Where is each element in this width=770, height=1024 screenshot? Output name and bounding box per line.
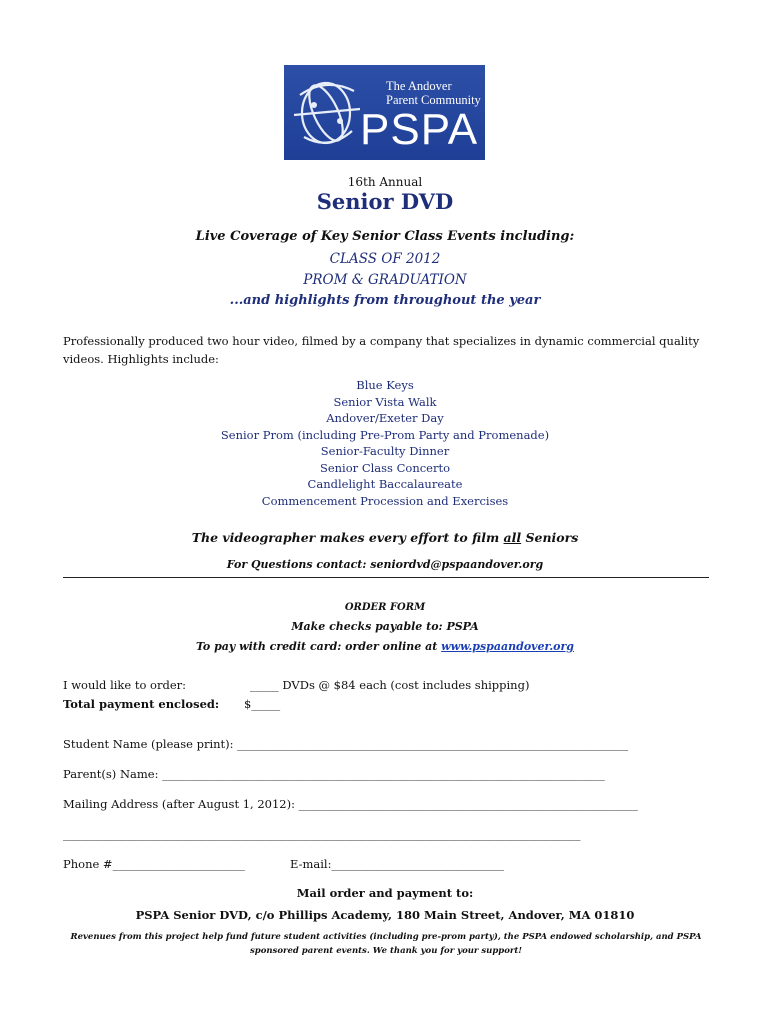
checks-payable: Make checks payable to: PSPA — [291, 620, 479, 633]
website-link[interactable]: www.pspaandover.org — [441, 640, 574, 653]
highlights-tagline: ...and highlights from throughout the year — [229, 293, 541, 308]
logo-line-2: Parent Community — [386, 93, 481, 107]
phone-field[interactable]: Phone #_______________________ — [63, 857, 245, 871]
pspa-logo — [284, 65, 485, 160]
mail-heading: Mail order and payment to: — [296, 886, 474, 900]
highlight-item: Blue Keys — [356, 378, 414, 392]
email-field[interactable]: E-mail:______________________________ — [290, 857, 504, 871]
effort-emphasis: all — [503, 530, 522, 545]
highlight-item: Senior-Faculty Dinner — [320, 444, 450, 458]
student-name-field[interactable]: Student Name (please print): ____________________________________________________________________ — [63, 737, 629, 751]
total-payment-field[interactable]: $_____ — [244, 697, 281, 711]
coverage-subtitle: Live Coverage of Key Senior Class Events including: — [195, 229, 575, 244]
logo-wordmark: PSPA — [360, 105, 479, 154]
prom-graduation: PROM & GRADUATION — [303, 272, 467, 288]
highlight-item: Senior Class Concerto — [319, 460, 451, 475]
dvd-quantity-field[interactable]: _____ DVDs @ $84 each (cost includes shipping) — [250, 678, 530, 692]
mail-address: PSPA Senior DVD, c/o Phillips Academy, 180 Main Street, Andover, MA 01810 — [135, 908, 635, 922]
highlight-item: Senior Prom (including Pre-Prom Party and Promenade) — [220, 427, 550, 442]
footer-note: Revenues from this project help fund future student activities (including pre-prom party), the PSPA endowed scholarship, and PSPA sponsored parent events. We thank you for your support! — [70, 932, 702, 956]
highlight-item: Commencement Procession and Exercises — [261, 493, 509, 508]
order-label: I would like to order: — [63, 678, 187, 692]
mailing-address-line-2[interactable]: __________________________________________________________________________________________ — [63, 827, 581, 841]
class-year: CLASS OF 2012 — [329, 251, 441, 267]
effort-text-before: The videographer makes every effort to film — [191, 530, 504, 545]
logo-line-1: The Andover — [386, 79, 452, 93]
parents-name-field[interactable]: Parent(s) Name: _____________________________________________________________________________ — [63, 767, 605, 781]
credit-prefix: To pay with credit card: order online at — [196, 640, 442, 653]
highlights-list — [0, 377, 770, 509]
contact-line: For Questions contact: seniordvd@pspaandover.org — [226, 558, 544, 571]
highlight-item: Senior Vista Walk — [333, 394, 437, 409]
page-title: Senior DVD — [316, 189, 454, 214]
credit-card-line — [0, 640, 770, 653]
highlight-item: Candlelight Baccalaureate — [307, 477, 463, 491]
effort-text-after: Seniors — [521, 530, 579, 545]
highlight-item: Andover/Exeter Day — [326, 411, 444, 425]
mailing-address-field[interactable]: Mailing Address (after August 1, 2012): ___________________________________________________________ — [63, 797, 638, 811]
videographer-note — [0, 530, 770, 545]
intro-paragraph: Professionally produced two hour video, filmed by a company that specializes in dynamic commercial quality videos. Highlights include: — [63, 334, 700, 366]
total-label: Total payment enclosed: — [63, 697, 220, 711]
annual-label: 16th Annual — [347, 175, 423, 189]
order-form-title: ORDER FORM — [344, 602, 426, 613]
section-divider — [63, 577, 709, 578]
